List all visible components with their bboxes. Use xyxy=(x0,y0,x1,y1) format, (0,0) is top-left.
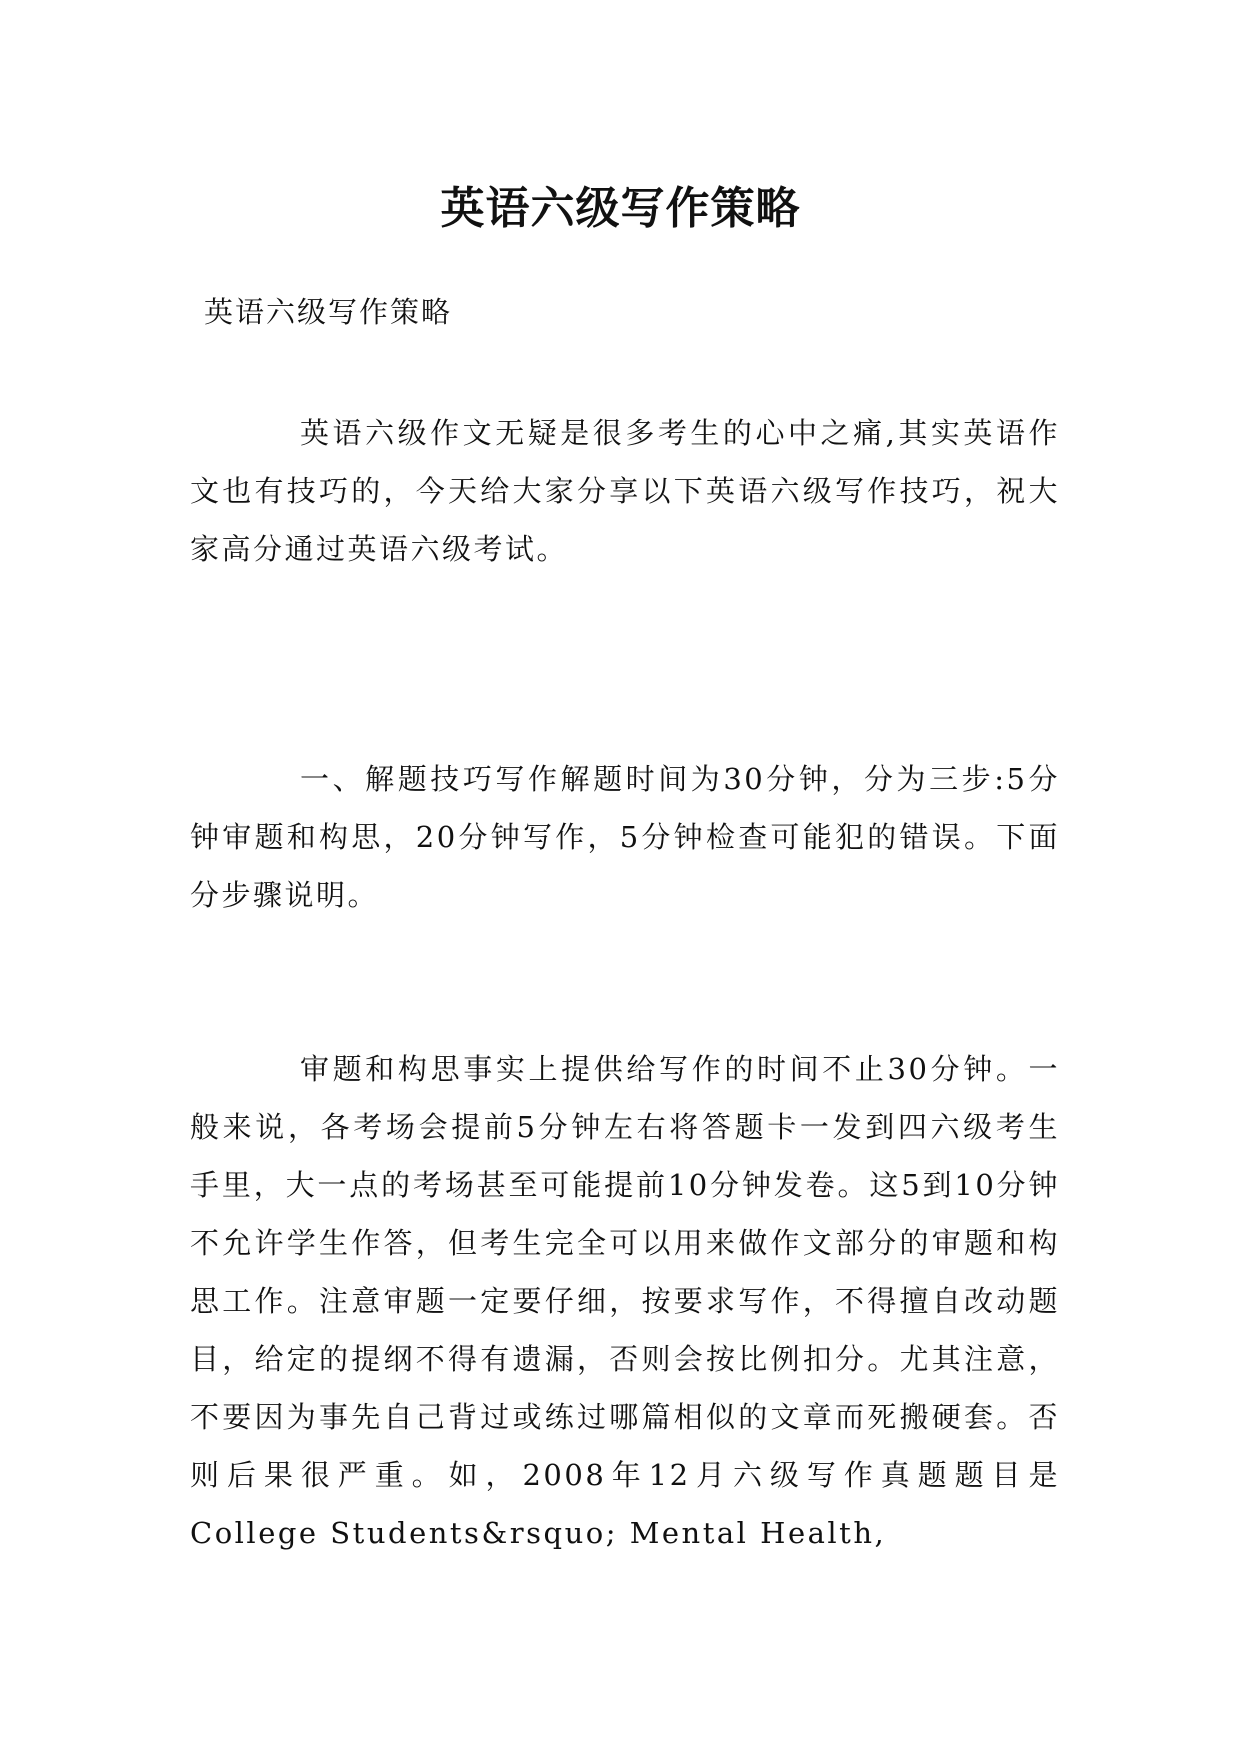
paragraph-intro: 英语六级作文无疑是很多考生的心中之痛,其实英语作文也有技巧的，今天给大家分享以下英语六级写作技巧，祝大家高分通过英语六级考试。 xyxy=(190,416,1060,566)
paragraph-review-and-plan: 审题和构思事实上提供给写作的时间不止30分钟。一般来说，各考场会提前5分钟左右将答题卡一发到四六级考生手里，大一点的考场甚至可能提前10分钟发卷。这5到10分钟不允许学生作答，但考生完全可以用来做作文部分的审题和构思工作。注意审题一定要仔细，按要求写作，不得擅自改动题目，给定的提纲不得有遗漏，否则会按比例扣分。尤其注意，不要因为事先自己背过或练过哪篇相似的文章而死搬硬套。否则后果很严重。如，2008年12月六级写作真题题目是College Students&rsquo; Mental Health, xyxy=(190,1052,1060,1550)
document-subtitle: 英语六级写作策略 xyxy=(204,295,453,329)
document-title: 英语六级写作策略 xyxy=(440,183,801,235)
paragraph-technique: 一、解题技巧写作解题时间为30分钟，分为三步:5分钟审题和构思，20分钟写作，5分钟检查可能犯的错误。下面分步骤说明。 xyxy=(190,762,1060,912)
